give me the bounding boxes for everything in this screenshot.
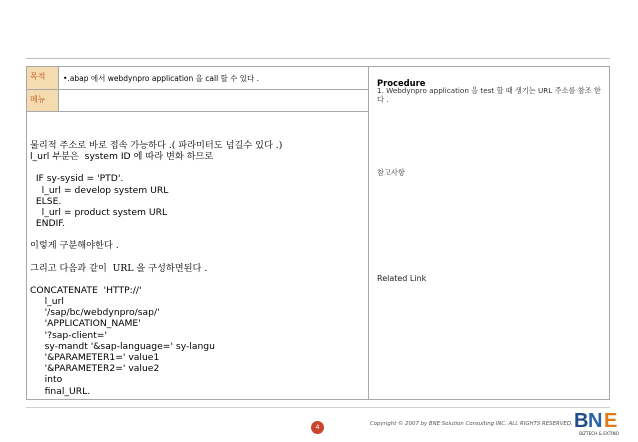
notes-label: 참고사항: [377, 168, 405, 177]
body-line: 'APPLICATION_NAME': [30, 318, 141, 330]
purpose-text: •.abap 에서 webdynpro application 을 call 할 수 있다 .: [63, 74, 260, 83]
procedure-description: 1. Webdynpro application 을 test 할 때 생기는 URL 주소를 참조 한다 .: [377, 86, 601, 104]
body-line: 물리적 주소로 바로 접속 가능하다 .( 파라미터도 넘길수 있다 .): [30, 140, 283, 151]
table-row-line: [27, 89, 368, 90]
body-line: l_url = develop system URL: [30, 184, 169, 196]
footer-rule: [26, 407, 610, 408]
body-spacer: [30, 252, 360, 263]
body-spacer: [30, 229, 360, 240]
body-line: IF sy-sysid = 'PTD'.: [30, 173, 124, 185]
body-line: l_url = product system URL: [30, 207, 168, 219]
body-line: l_url: [30, 296, 64, 308]
procedure-title: Procedure: [377, 78, 426, 88]
body-line: final_URL.: [30, 385, 91, 397]
body-line: 이렇게 구분해야한다 .: [30, 240, 119, 252]
body-line: into: [30, 374, 63, 386]
svg-text:E: E: [604, 410, 618, 430]
main-body: [30, 140, 360, 397]
body-line: '&PARAMETER1=' value1: [30, 352, 160, 364]
svg-text:N: N: [588, 410, 603, 430]
svg-text:B: B: [574, 410, 589, 430]
column-divider: [368, 66, 369, 400]
body-line: '&PARAMETER2=' value2: [30, 363, 160, 375]
body-line: 그리고 다음과 같이 URL 을 구성하면된다 .: [30, 262, 208, 274]
copyright-text: Copyright © 2007 by BNE Solution Consulting INC. ALL RIGHTS RESERVED.: [370, 421, 573, 427]
body-line: CONCATENATE 'HTTP://': [30, 284, 142, 296]
page-number: 4: [311, 421, 324, 434]
purpose-label: 목적: [27, 67, 58, 89]
top-rule: [26, 58, 610, 59]
body-line: ELSE.: [30, 195, 62, 207]
menu-label: 메뉴: [27, 90, 58, 111]
bne-logo-mark: [573, 408, 625, 430]
body-line: sy-mandt '&sap-language=' sy-langu: [30, 340, 215, 352]
table-row-line: [27, 111, 368, 112]
body-line: l_url 부분은 system ID 에 따라 변화 하므로: [30, 151, 214, 163]
body-line: ENDIF.: [30, 218, 66, 230]
body-spacer: [30, 274, 360, 285]
bne-logo: [573, 408, 625, 438]
body-line: '/sap/bc/webdynpro/sap/': [30, 307, 160, 319]
body-line: '?sap-client=': [30, 329, 108, 341]
body-spacer: [30, 162, 360, 173]
related-link-label: Related Link: [377, 274, 427, 283]
logo-subtitle: BIZTECH & EXTINO: [579, 431, 619, 436]
